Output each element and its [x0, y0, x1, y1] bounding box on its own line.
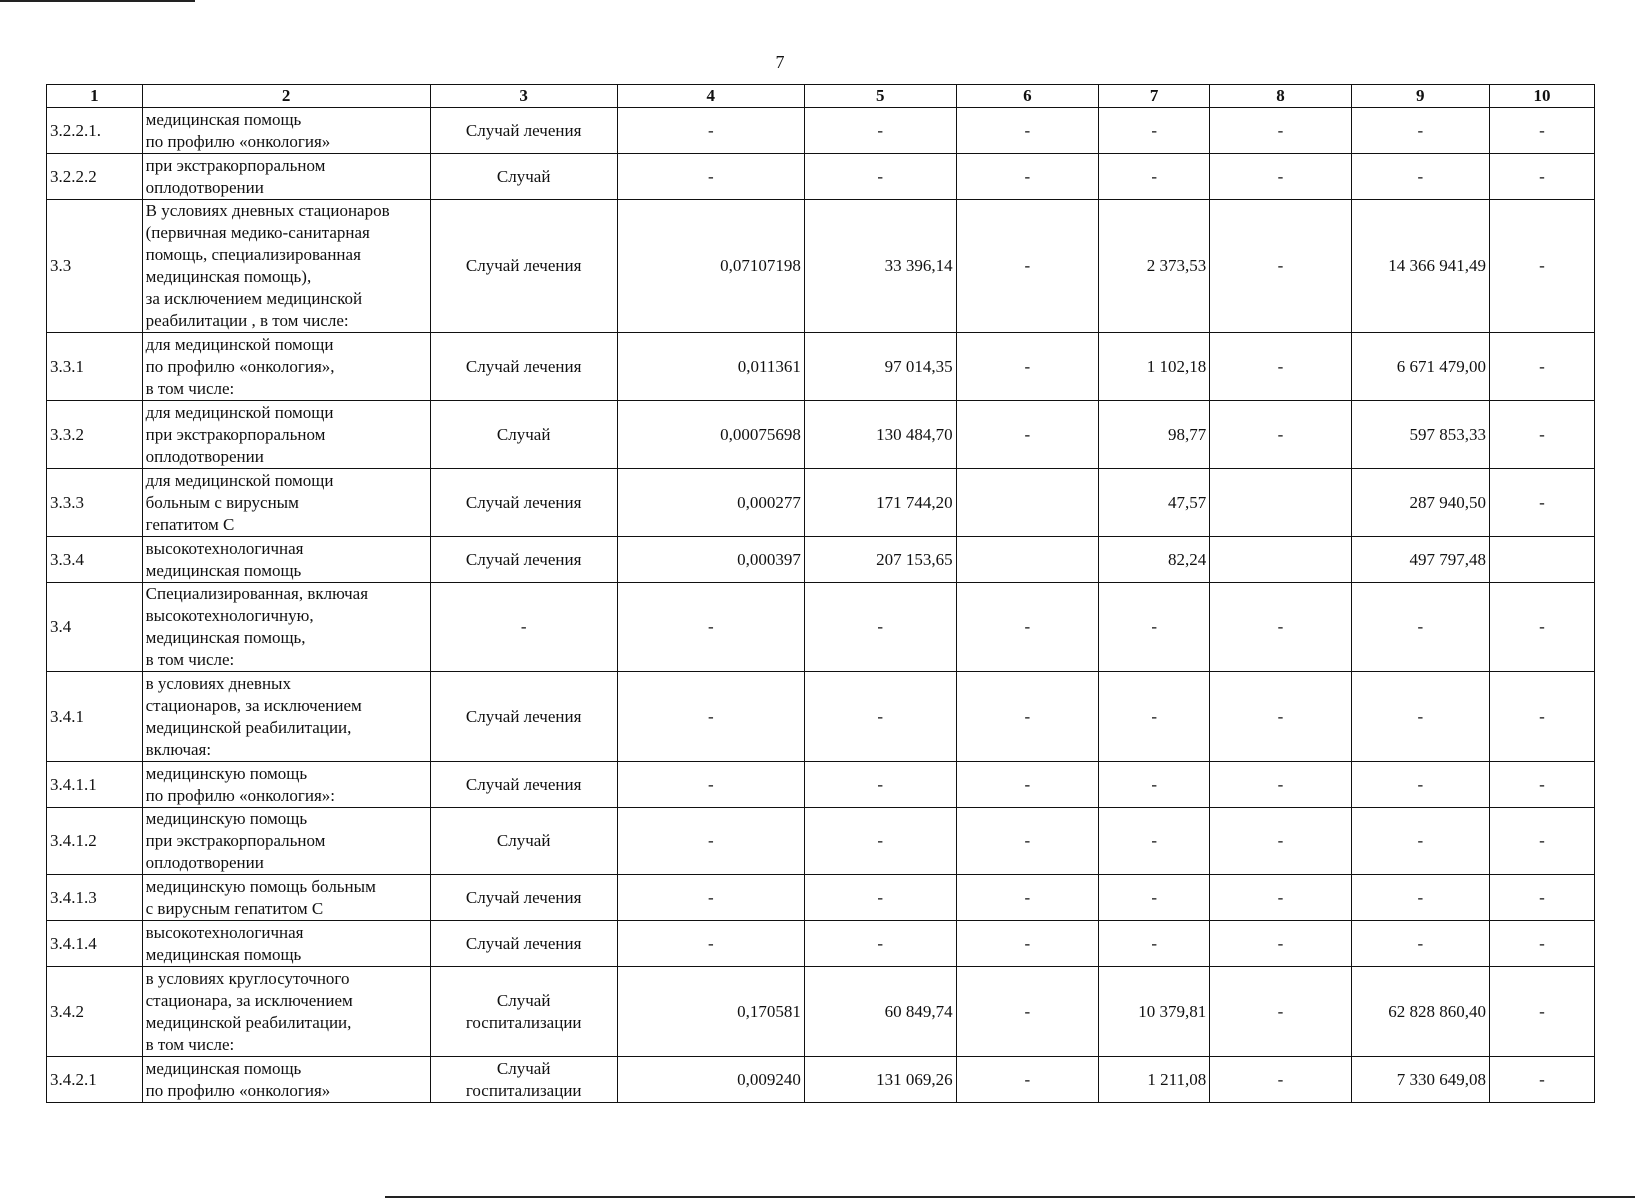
- row-unit: [430, 537, 617, 583]
- description-line: для медицинской помощи: [145, 402, 334, 422]
- unit-line: Случай: [496, 990, 551, 1010]
- cell-col-7: -: [1099, 921, 1210, 967]
- cell-col-4: 0,009240: [617, 1057, 804, 1103]
- row-unit: [430, 333, 617, 401]
- description-line: при экстракорпоральном: [145, 831, 326, 850]
- cell-col-8: -: [1210, 762, 1351, 808]
- row-description: [142, 875, 430, 921]
- description-line: стационара, за исключением: [145, 990, 353, 1010]
- cell-col-6: -: [956, 154, 1098, 200]
- row-code: 3.2.2.1.: [47, 108, 143, 154]
- row-unit: [430, 921, 617, 967]
- cell-col-4: -: [617, 583, 804, 672]
- column-header-7: 7: [1099, 85, 1210, 108]
- row-unit: [430, 469, 617, 537]
- row-code: 3.3.3: [47, 469, 143, 537]
- cell-col-9: -: [1351, 921, 1489, 967]
- table-body: [47, 108, 1595, 1103]
- cell-col-10: -: [1489, 469, 1594, 537]
- unit-line: госпитализации: [465, 1012, 582, 1032]
- unit-line: Случай лечения: [465, 549, 582, 569]
- description-line: в том числе:: [145, 378, 235, 398]
- cell-col-4: -: [617, 808, 804, 875]
- cell-col-8: -: [1210, 875, 1351, 921]
- cell-col-10: -: [1489, 108, 1594, 154]
- table-row: [47, 333, 1595, 401]
- table-row: [47, 108, 1595, 154]
- cell-col-7: -: [1099, 808, 1210, 875]
- unit-line: Случай лечения: [465, 774, 582, 794]
- top-rule: [0, 0, 195, 2]
- cell-col-6: -: [956, 672, 1098, 762]
- row-unit: [430, 583, 617, 672]
- cell-col-10: -: [1489, 875, 1594, 921]
- row-code: 3.3.1: [47, 333, 143, 401]
- column-header-6: 6: [956, 85, 1098, 108]
- table-row: [47, 401, 1595, 469]
- row-code: 3.3: [47, 200, 143, 333]
- cell-col-9: 62 828 860,40: [1351, 967, 1489, 1057]
- table-row: [47, 537, 1595, 583]
- cell-col-5: -: [804, 583, 956, 672]
- cell-col-10: -: [1489, 762, 1594, 808]
- cell-col-4: 0,011361: [617, 333, 804, 401]
- cell-col-6: -: [956, 921, 1098, 967]
- cell-col-7: 82,24: [1099, 537, 1210, 583]
- bottom-rule: [385, 1196, 1635, 1198]
- cell-col-7: 10 379,81: [1099, 967, 1210, 1057]
- row-description: [142, 200, 430, 333]
- cell-col-6: -: [956, 583, 1098, 672]
- table-row: [47, 921, 1595, 967]
- description-line: при экстракорпоральном: [145, 155, 326, 175]
- unit-line: Случай лечения: [465, 356, 582, 376]
- cell-col-5: 60 849,74: [804, 967, 956, 1057]
- table-row: [47, 875, 1595, 921]
- cell-col-9: 6 671 479,00: [1351, 333, 1489, 401]
- cell-col-6: [956, 537, 1098, 583]
- cell-col-9: 14 366 941,49: [1351, 200, 1489, 333]
- cell-col-7: -: [1099, 154, 1210, 200]
- row-description: [142, 108, 430, 154]
- row-code: 3.3.4: [47, 537, 143, 583]
- cell-col-5: 97 014,35: [804, 333, 956, 401]
- cell-col-7: 47,57: [1099, 469, 1210, 537]
- description-line: помощь, специализированная: [145, 245, 361, 264]
- description-line: медицинская помощь,: [145, 628, 306, 647]
- cell-col-9: -: [1351, 672, 1489, 762]
- row-description: [142, 154, 430, 200]
- description-line: с вирусным гепатитом С: [145, 898, 324, 918]
- row-description: [142, 967, 430, 1057]
- row-code: 3.4.2.1: [47, 1057, 143, 1103]
- unit-line: Случай: [496, 166, 551, 186]
- row-unit: [430, 108, 617, 154]
- table-row: [47, 200, 1595, 333]
- description-line: медицинской реабилитации,: [145, 717, 352, 737]
- row-code: 3.4.1.3: [47, 875, 143, 921]
- cell-col-10: -: [1489, 583, 1594, 672]
- table-row: [47, 583, 1595, 672]
- row-description: [142, 583, 430, 672]
- cell-col-10: -: [1489, 1057, 1594, 1103]
- cell-col-5: 171 744,20: [804, 469, 956, 537]
- data-table: [46, 84, 1595, 1103]
- description-line: за исключением медицинской: [145, 289, 363, 308]
- description-line: при экстракорпоральном: [145, 424, 326, 444]
- cell-col-4: -: [617, 672, 804, 762]
- row-unit: [430, 200, 617, 333]
- cell-col-5: 207 153,65: [804, 537, 956, 583]
- cell-col-8: [1210, 537, 1351, 583]
- description-line: медицинскую помощь: [145, 809, 308, 828]
- cell-col-4: 0,000277: [617, 469, 804, 537]
- row-code: 3.4.1.4: [47, 921, 143, 967]
- description-line: медицинская помощь),: [145, 267, 312, 286]
- cell-col-4: 0,170581: [617, 967, 804, 1057]
- column-header-8: 8: [1210, 85, 1351, 108]
- cell-col-6: -: [956, 333, 1098, 401]
- unit-line: Случай лечения: [465, 120, 582, 140]
- cell-col-5: -: [804, 762, 956, 808]
- description-line: для медицинской помощи: [145, 334, 334, 354]
- row-description: [142, 537, 430, 583]
- cell-col-7: -: [1099, 672, 1210, 762]
- cell-col-8: [1210, 469, 1351, 537]
- row-description: [142, 921, 430, 967]
- column-header-10: 10: [1489, 85, 1594, 108]
- cell-col-9: -: [1351, 875, 1489, 921]
- cell-col-8: -: [1210, 154, 1351, 200]
- cell-col-8: -: [1210, 200, 1351, 333]
- description-line: по профилю «онкология»,: [145, 356, 335, 376]
- cell-col-4: 0,00075698: [617, 401, 804, 469]
- description-line: медицинскую помощь больным: [145, 876, 376, 896]
- description-line: высокотехнологичная: [145, 922, 304, 942]
- cell-col-6: [956, 469, 1098, 537]
- cell-col-6: -: [956, 401, 1098, 469]
- row-unit: [430, 762, 617, 808]
- cell-col-10: -: [1489, 808, 1594, 875]
- cell-col-6: -: [956, 108, 1098, 154]
- row-unit: [430, 1057, 617, 1103]
- row-unit: [430, 154, 617, 200]
- cell-col-10: -: [1489, 154, 1594, 200]
- cell-col-8: -: [1210, 401, 1351, 469]
- cell-col-6: -: [956, 808, 1098, 875]
- row-unit: [430, 967, 617, 1057]
- description-line: высокотехнологичную,: [145, 606, 314, 625]
- row-description: [142, 401, 430, 469]
- cell-col-9: 597 853,33: [1351, 401, 1489, 469]
- row-description: [142, 672, 430, 762]
- description-line: в том числе:: [145, 1034, 235, 1054]
- cell-col-9: 7 330 649,08: [1351, 1057, 1489, 1103]
- table-header-row: [47, 85, 1595, 108]
- cell-col-5: 130 484,70: [804, 401, 956, 469]
- row-unit: [430, 401, 617, 469]
- description-line: В условиях дневных стационаров: [145, 201, 390, 220]
- cell-col-8: -: [1210, 333, 1351, 401]
- cell-col-7: -: [1099, 583, 1210, 672]
- cell-col-6: -: [956, 200, 1098, 333]
- unit-line: -: [520, 617, 527, 636]
- description-line: для медицинской помощи: [145, 470, 334, 490]
- cell-col-6: -: [956, 967, 1098, 1057]
- table-row: [47, 154, 1595, 200]
- cell-col-10: [1489, 537, 1594, 583]
- unit-line: Случай лечения: [465, 706, 582, 726]
- row-code: 3.4.1.1: [47, 762, 143, 808]
- description-line: оплодотворении: [145, 853, 264, 872]
- cell-col-8: -: [1210, 921, 1351, 967]
- cell-col-5: -: [804, 808, 956, 875]
- table-row: [47, 672, 1595, 762]
- cell-col-6: -: [956, 762, 1098, 808]
- cell-col-5: -: [804, 672, 956, 762]
- cell-col-8: -: [1210, 583, 1351, 672]
- table-row: [47, 967, 1595, 1057]
- description-line: реабилитации , в том числе:: [145, 311, 349, 330]
- cell-col-8: -: [1210, 108, 1351, 154]
- row-unit: [430, 672, 617, 762]
- description-line: по профилю «онкология»: [145, 131, 331, 151]
- row-code: 3.4.1: [47, 672, 143, 762]
- cell-col-7: 1 102,18: [1099, 333, 1210, 401]
- description-line: медицинская помощь: [145, 560, 302, 580]
- unit-line: Случай лечения: [465, 256, 582, 275]
- cell-col-7: -: [1099, 875, 1210, 921]
- cell-col-4: -: [617, 875, 804, 921]
- cell-col-4: -: [617, 154, 804, 200]
- table-row: [47, 808, 1595, 875]
- row-code: 3.2.2.2: [47, 154, 143, 200]
- description-line: гепатитом С: [145, 514, 235, 534]
- cell-col-8: -: [1210, 967, 1351, 1057]
- description-line: включая:: [145, 739, 212, 759]
- row-description: [142, 469, 430, 537]
- cell-col-4: -: [617, 108, 804, 154]
- row-code: 3.4: [47, 583, 143, 672]
- unit-line: Случай лечения: [465, 887, 582, 907]
- unit-line: Случай: [496, 424, 551, 444]
- description-line: оплодотворении: [145, 177, 264, 197]
- row-code: 3.4.2: [47, 967, 143, 1057]
- description-line: медицинскую помощь: [145, 763, 308, 783]
- cell-col-4: 0,07107198: [617, 200, 804, 333]
- cell-col-5: 131 069,26: [804, 1057, 956, 1103]
- cell-col-10: -: [1489, 333, 1594, 401]
- description-line: (первичная медико-санитарная: [145, 223, 370, 242]
- description-line: Специализированная, включая: [145, 584, 369, 603]
- cell-col-4: -: [617, 762, 804, 808]
- unit-line: Случай лечения: [465, 492, 582, 512]
- row-description: [142, 808, 430, 875]
- cell-col-4: -: [617, 921, 804, 967]
- unit-line: госпитализации: [465, 1080, 582, 1100]
- cell-col-6: -: [956, 875, 1098, 921]
- column-header-5: 5: [804, 85, 956, 108]
- row-code: 3.4.1.2: [47, 808, 143, 875]
- cell-col-7: 1 211,08: [1099, 1057, 1210, 1103]
- description-line: медицинская помощь: [145, 109, 302, 129]
- table-row: [47, 1057, 1595, 1103]
- page-number: 7: [775, 52, 785, 72]
- cell-col-9: 497 797,48: [1351, 537, 1489, 583]
- cell-col-9: -: [1351, 154, 1489, 200]
- cell-col-10: -: [1489, 200, 1594, 333]
- cell-col-7: 98,77: [1099, 401, 1210, 469]
- cell-col-9: -: [1351, 108, 1489, 154]
- cell-col-10: -: [1489, 672, 1594, 762]
- description-line: медицинская помощь: [145, 1058, 302, 1078]
- cell-col-5: 33 396,14: [804, 200, 956, 333]
- row-unit: [430, 808, 617, 875]
- description-line: по профилю «онкология»: [145, 1080, 331, 1100]
- cell-col-5: -: [804, 154, 956, 200]
- description-line: медицинская помощь: [145, 944, 302, 964]
- description-line: высокотехнологичная: [145, 538, 304, 558]
- cell-col-7: -: [1099, 108, 1210, 154]
- column-header-9: 9: [1351, 85, 1489, 108]
- unit-line: Случай: [496, 1058, 551, 1078]
- cell-col-9: 287 940,50: [1351, 469, 1489, 537]
- cell-col-5: -: [804, 875, 956, 921]
- description-line: оплодотворении: [145, 446, 264, 466]
- cell-col-4: 0,000397: [617, 537, 804, 583]
- description-line: в условиях дневных: [145, 673, 291, 693]
- description-line: по профилю «онкология»:: [145, 785, 335, 805]
- cell-col-5: -: [804, 108, 956, 154]
- description-line: стационаров, за исключением: [145, 695, 362, 715]
- column-header-4: 4: [617, 85, 804, 108]
- row-code: 3.3.2: [47, 401, 143, 469]
- cell-col-9: -: [1351, 762, 1489, 808]
- row-unit: [430, 875, 617, 921]
- description-line: больным с вирусным: [145, 492, 299, 512]
- cell-col-10: -: [1489, 921, 1594, 967]
- cell-col-7: -: [1099, 762, 1210, 808]
- table-row: [47, 469, 1595, 537]
- column-header-2: 2: [142, 85, 430, 108]
- column-header-1: 1: [47, 85, 143, 108]
- cell-col-5: -: [804, 921, 956, 967]
- cell-col-8: -: [1210, 672, 1351, 762]
- description-line: в том числе:: [145, 650, 235, 669]
- cell-col-6: -: [956, 1057, 1098, 1103]
- unit-line: Случай лечения: [465, 933, 582, 953]
- unit-line: Случай: [496, 831, 551, 850]
- description-line: в условиях круглосуточного: [145, 968, 350, 988]
- cell-col-10: -: [1489, 967, 1594, 1057]
- row-description: [142, 1057, 430, 1103]
- cell-col-9: -: [1351, 583, 1489, 672]
- cell-col-9: -: [1351, 808, 1489, 875]
- cell-col-7: 2 373,53: [1099, 200, 1210, 333]
- row-description: [142, 333, 430, 401]
- cell-col-8: -: [1210, 808, 1351, 875]
- table-row: [47, 762, 1595, 808]
- column-header-3: 3: [430, 85, 617, 108]
- cell-col-8: -: [1210, 1057, 1351, 1103]
- row-description: [142, 762, 430, 808]
- cell-col-10: -: [1489, 401, 1594, 469]
- description-line: медицинской реабилитации,: [145, 1012, 352, 1032]
